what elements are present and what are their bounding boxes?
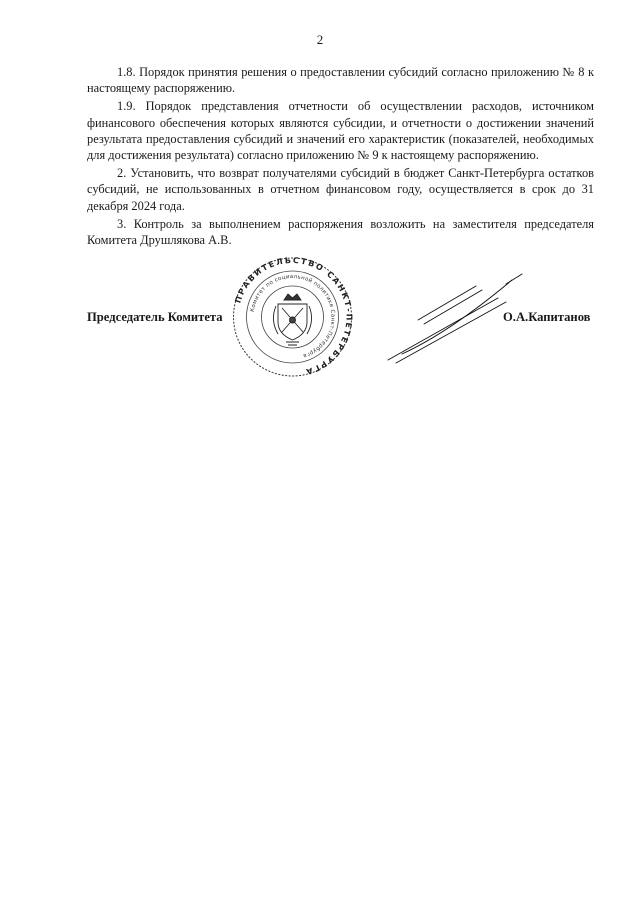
- paragraph-1-9: 1.9. Порядок представления отчетности об осуществлении расходов, источником финансового обеспечения которых являются субсидии, и отчетности о достижении значений результата предоставления субсидий и значений его характеристик (показателей, необходимых для достижения результата) согласно приложению № 9 к настоящему распоряжению.: [87, 99, 594, 163]
- coat-of-arms-icon: [273, 294, 311, 345]
- svg-text:ПРАВИТЕЛЬСТВО САНКТ-ПЕТЕРБУРГА: [233, 256, 353, 377]
- paragraph-2: 2. Установить, что возврат получателями субсидий в бюджет Санкт-Петербурга остатков субсидий, не использованных в отчетном финансовом году, осуществляется в срок до 31 декабря 2024 года.: [87, 166, 594, 213]
- seal-inner-text: Комитет по социальной политике Санкт-Петербурга: [249, 273, 336, 359]
- seal-outer-text: ПРАВИТЕЛЬСТВО САНКТ-ПЕТЕРБУРГА: [233, 256, 354, 377]
- svg-text:Комитет по социальной политике: [250, 274, 336, 359]
- official-seal: [220, 256, 365, 378]
- paragraph-1-8: 1.8. Порядок принятия решения о предоставлении субсидий согласно приложению № 8 к настоящему распоряжению.: [87, 65, 594, 96]
- signatory-title: Председатель Комитета: [87, 310, 223, 324]
- signatory-name: О.А.Капитанов: [503, 310, 591, 324]
- paragraph-3: 3. Контроль за выполнением распоряжения возложить на заместителя председателя Комитета Друшлякова А.В.: [87, 216, 594, 248]
- page-number: 2: [316, 32, 324, 47]
- document-body: [87, 64, 594, 250]
